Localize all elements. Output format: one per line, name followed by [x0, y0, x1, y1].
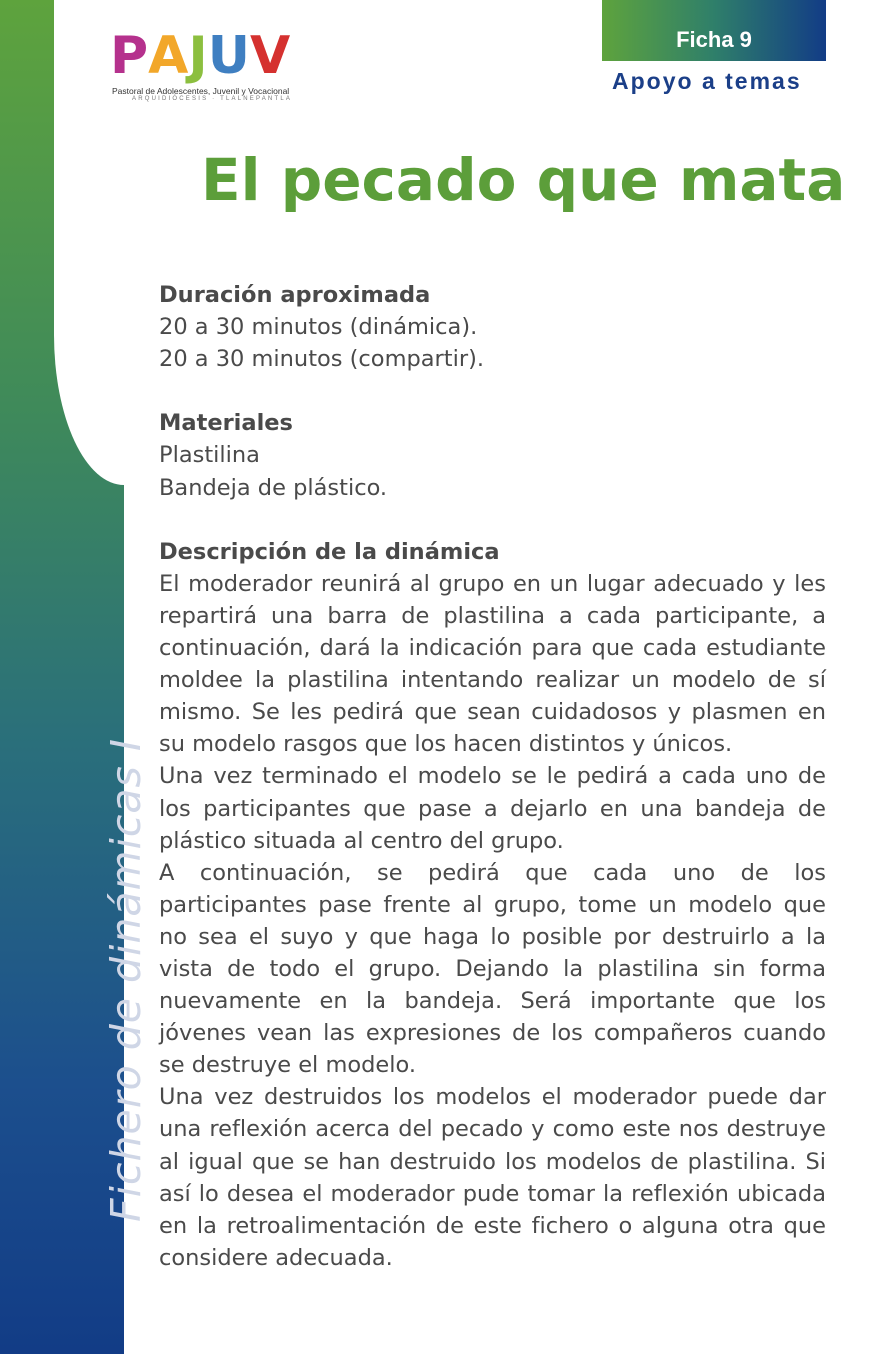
description-paragraph: El moderador reunirá al grupo en un lugar adecuado y les repartirá una barra de plastilina a cada participante, a continuación, dará la indicación para que cada estudiante moldee la plastilina intentando realizar un modelo de sí mismo. Se les pedirá que sean cuidadosos y plasmen en su modelo rasgos que los hacen distintos y únicos. — [159, 570, 826, 758]
description-paragraph: Una vez destruidos los modelos el moderador puede dar una reflexión acerca del pecado y como este nos destruye al igual que se han destruido los modelos de plastilina. Si así lo desea el moderador pude tomar la reflexión ubicada en la retroalimentación de este fichero o alguna otra que considere adecuada. — [159, 1084, 826, 1271]
pajuv-logo — [110, 26, 310, 105]
section-subtitle: Apoyo a temas — [612, 68, 802, 94]
materials-line: Bandeja de plástico. — [159, 474, 388, 501]
logo-letter: J — [188, 26, 208, 86]
materials-heading: Materiales — [159, 410, 293, 437]
description-heading: Descripción de la dinámica — [159, 538, 500, 565]
description-paragraph: A continuación, se pedirá que cada uno de los participantes pase frente al grupo, tome un modelo que no sea el suyo y que haga lo posible por destruirlo a la vista de todo el grupo. Dejando la plastilina sin forma nuevamente en la bandeja. Será importante que los jóvenes vean las expresiones de los compañeros cuando se destruye el modelo. — [159, 859, 826, 1079]
logo-wordmark — [110, 26, 291, 86]
logo-letter: A — [148, 26, 189, 86]
page-title: El pecado que mata — [201, 146, 846, 214]
spacer — [159, 375, 826, 407]
spacer — [159, 504, 826, 536]
duration-line: 20 a 30 minutos (compartir). — [159, 346, 485, 373]
logo-letter: V — [249, 26, 291, 86]
ficha-tab — [602, 0, 826, 61]
ficha-number: Ficha 9 — [676, 27, 752, 52]
content-body — [159, 279, 826, 1274]
side-label: Fichero de dinámicas I — [102, 738, 150, 1222]
duration-line: 20 a 30 minutos (dinámica). — [159, 314, 478, 341]
logo-diocese: ARQUIDIÓCESIS · TLALNEPANTLA — [132, 96, 293, 102]
logo-letter: U — [207, 26, 250, 86]
materials-line: Plastilina — [159, 442, 260, 469]
duration-heading: Duración aproximada — [159, 282, 431, 308]
description-paragraph: Una vez terminado el modelo se le pedirá a cada uno de los participantes que pase a dejarlo en una bandeja de plástico situada al centro del grupo. — [159, 763, 826, 854]
logo-letter: P — [110, 26, 149, 86]
logo-tagline: Pastoral de Adolescentes, Juvenil y Vocacional — [112, 86, 290, 96]
